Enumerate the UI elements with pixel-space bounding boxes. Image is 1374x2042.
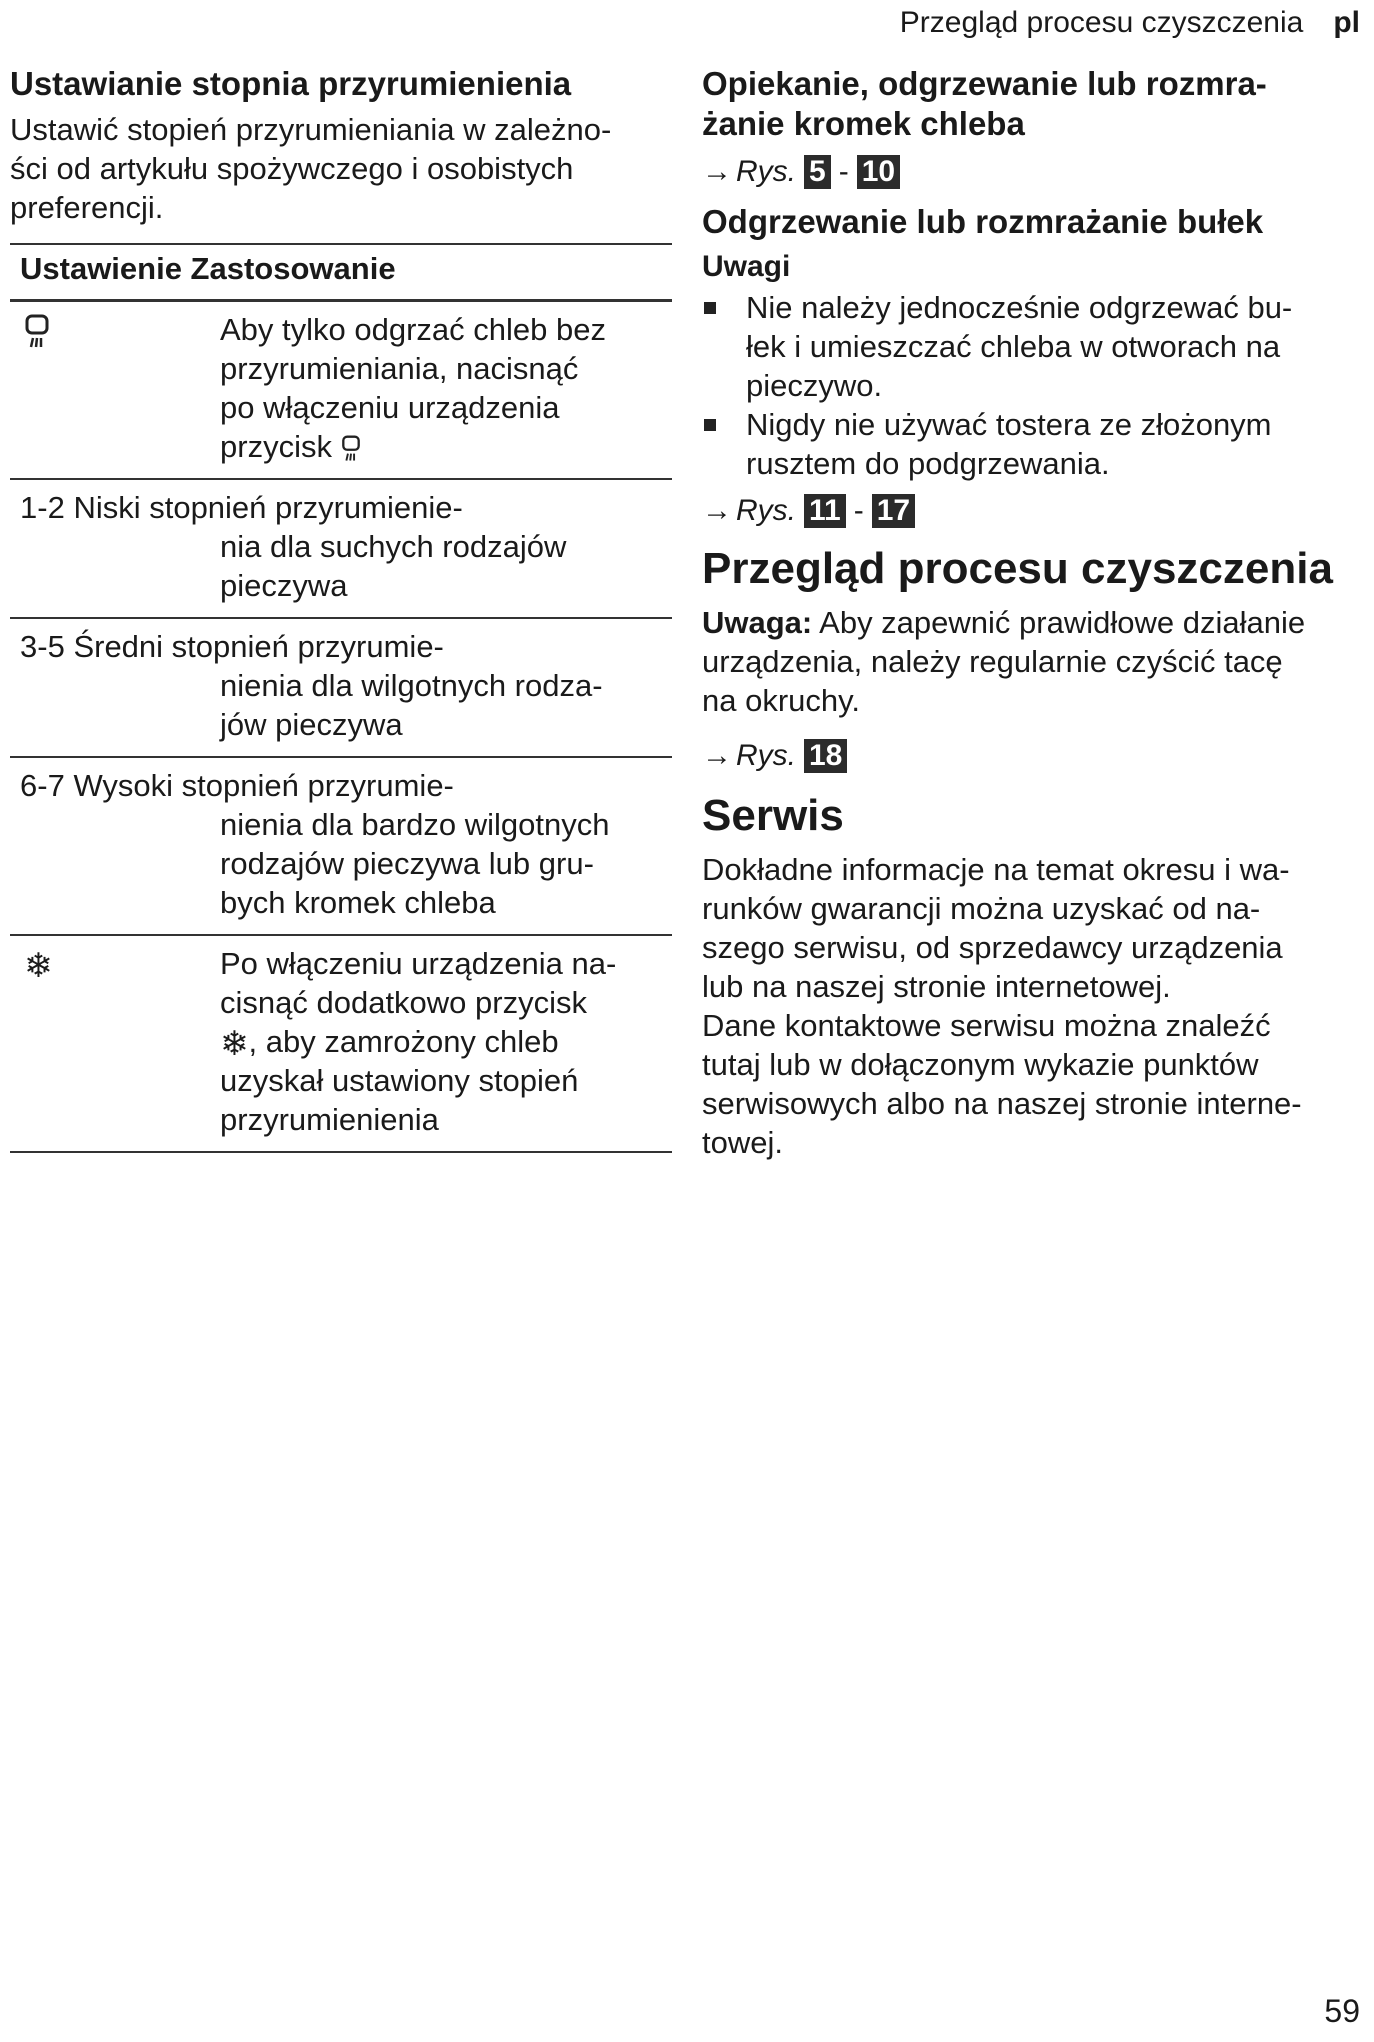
range-dash: -	[853, 494, 864, 527]
note-line: urządzenia, należy regularnie czyścić tacę	[702, 644, 1283, 679]
intro-line: preferencji.	[10, 190, 164, 225]
notes-list	[702, 288, 1370, 483]
figure-number-badge: 11	[804, 494, 846, 528]
snowflake-icon: ❄	[24, 946, 53, 985]
row-desc-line: Wysoki stopnień przyrumie-	[73, 768, 454, 803]
service-line: serwisowych albo na naszej stronie interne-	[702, 1086, 1302, 1121]
reheat-button-icon	[341, 435, 361, 463]
figure-reference	[702, 736, 1370, 776]
row-desc-line: rodzajów pieczywa lub gru-	[220, 846, 594, 881]
row-desc-line: nienia dla bardzo wilgotnych	[220, 807, 610, 842]
figure-number-badge: 5	[804, 155, 831, 189]
snowflake-button-icon: ❄	[220, 1024, 249, 1063]
table-header: Ustawienie Zastosowanie	[10, 244, 672, 301]
row-desc-line: przyrumieniania, nacisnąć	[220, 351, 579, 386]
table-row	[10, 757, 672, 935]
cleaning-note	[702, 603, 1370, 720]
section-title-browning: Ustawianie stopnia przyrumienienia	[10, 65, 572, 102]
row-desc-line: przyrumienienia	[220, 1102, 439, 1137]
section-title-cleaning: Przegląd procesu czyszczenia	[702, 544, 1333, 593]
note-label: Uwaga:	[702, 605, 813, 640]
section-title-rolls: Odgrzewanie lub rozmrażanie bułek	[702, 203, 1264, 240]
row-desc-line: po włączeniu urządzenia	[220, 390, 560, 425]
service-line: runków gwarancji można uzyskać od na-	[702, 891, 1261, 926]
range-dash: -	[838, 155, 849, 188]
row-desc-line: , aby zamrożony chleb	[248, 1024, 559, 1059]
table-row	[10, 935, 672, 1152]
section-title-service: Serwis	[702, 791, 844, 840]
service-text	[702, 850, 1370, 1162]
row-desc-line: jów pieczywa	[220, 707, 403, 742]
service-line: szego serwisu, od sprzedawcy urządzenia	[702, 930, 1283, 965]
service-line: lub na naszej stronie internetowej.	[702, 969, 1171, 1004]
row-desc-line: cisnąć dodatkowo przycisk	[220, 985, 587, 1020]
service-line: Dokładne informacje na temat okresu i wa-	[702, 852, 1290, 887]
row-level: 1-2	[20, 490, 65, 525]
title-line: żanie kromek chleba	[702, 105, 1025, 142]
reheat-toast-icon	[24, 314, 50, 350]
figure-label: Rys.	[736, 494, 796, 527]
table-row	[10, 479, 672, 618]
figure-label: Rys.	[736, 739, 796, 772]
notes-heading: Uwagi	[702, 250, 791, 283]
arrow-icon: →	[702, 155, 732, 188]
left-column	[10, 64, 672, 1153]
row-desc-line: uzyskał ustawiony stopień	[220, 1063, 579, 1098]
row-desc-line: Średni stopnień przyrumie-	[73, 629, 444, 664]
section-title-toasting	[702, 64, 1370, 144]
figure-number-badge: 17	[872, 494, 915, 528]
figure-reference	[702, 152, 1370, 192]
page-number: 59	[1324, 1993, 1360, 2029]
running-header	[900, 6, 1360, 40]
figure-number-badge: 10	[857, 155, 900, 189]
arrow-icon: →	[702, 739, 732, 772]
figure-label: Rys.	[736, 155, 796, 188]
note-line: Nigdy nie używać tostera ze złożonym	[746, 407, 1272, 442]
figure-number-badge: 18	[804, 739, 847, 773]
note-line: Nie należy jednocześnie odgrzewać bu-	[746, 290, 1293, 325]
arrow-icon: →	[702, 494, 732, 527]
header-section-title: Przegląd procesu czyszczenia	[899, 6, 1304, 39]
bullet-icon	[704, 419, 716, 431]
right-column	[702, 64, 1370, 1162]
table-row	[10, 618, 672, 757]
note-line: pieczywo.	[746, 368, 883, 403]
row-desc-line: nia dla suchych rodzajów	[220, 529, 567, 564]
list-item	[702, 405, 1370, 483]
bullet-icon	[704, 302, 716, 314]
row-level: 3-5	[20, 629, 65, 664]
note-line: rusztem do podgrzewania.	[746, 446, 1110, 481]
service-line: Dane kontaktowe serwisu można znaleźć	[702, 1008, 1271, 1043]
row-desc-line: Niski stopnień przyrumienie-	[73, 490, 463, 525]
figure-reference	[702, 491, 1370, 531]
intro-line: Ustawić stopień przyrumieniania w zależno-	[10, 112, 612, 147]
browning-settings-table	[10, 243, 672, 1153]
note-line: na okruchy.	[702, 683, 860, 718]
table-row	[10, 301, 672, 480]
row-desc-line: Aby tylko odgrzać chleb bez	[220, 312, 606, 347]
row-desc-line: Po włączeniu urządzenia na-	[220, 946, 617, 981]
list-item	[702, 288, 1370, 405]
row-desc-line: bych kromek chleba	[220, 885, 496, 920]
row-desc-line: przycisk	[220, 429, 332, 464]
browning-intro	[10, 110, 672, 227]
note-line: łek i umieszczać chleba w otworach na	[746, 329, 1281, 364]
service-line: towej.	[702, 1125, 783, 1160]
service-line: tutaj lub w dołączonym wykazie punktów	[702, 1047, 1259, 1082]
row-desc-line: nienia dla wilgotnych rodza-	[220, 668, 603, 703]
row-desc-line: pieczywa	[220, 568, 348, 603]
title-line: Opiekanie, odgrzewanie lub rozmra-	[702, 65, 1267, 102]
note-line: Aby zapewnić prawidłowe działanie	[812, 605, 1306, 640]
header-language-code: pl	[1333, 6, 1360, 39]
intro-line: ści od artykułu spożywczego i osobistych	[10, 151, 574, 186]
row-level: 6-7	[20, 768, 65, 803]
